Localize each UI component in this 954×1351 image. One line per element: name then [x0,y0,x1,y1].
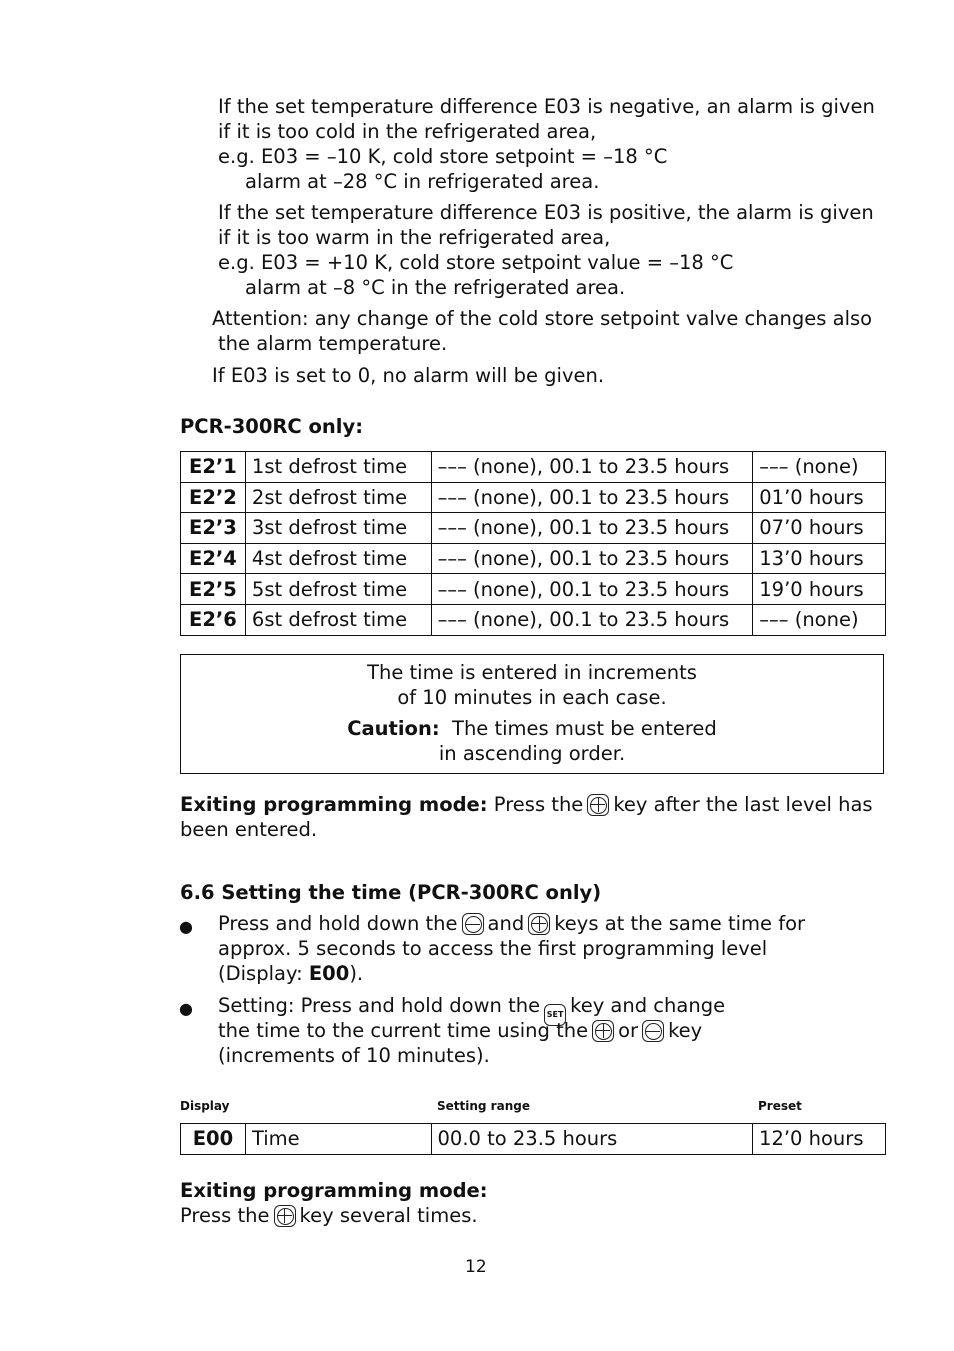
defrost-preset: ––– (none) [753,452,886,483]
time-name: Time [245,1124,431,1155]
attention-line2: the alarm temperature. [218,332,448,355]
alarm-para2-line4: alarm at –8 °C in the refrigerated area. [245,276,626,299]
table-row [181,482,886,513]
bullet1-line2: approx. 5 seconds to access the first programming level [218,937,768,960]
bullet1-post: keys at the same time for [554,912,806,935]
defrost-table [180,451,886,636]
exit1-line2: been entered. [180,818,318,841]
defrost-code: E2’5 [181,574,246,605]
defrost-preset: 19’0 hours [753,574,886,605]
bullet2-pre: Setting: Press and hold down the [218,994,541,1017]
defrost-code: E2’2 [181,482,246,513]
defrost-range: ––– (none), 00.1 to 23.5 hours [431,543,753,574]
zero-alarm-note: If E03 is set to 0, no alarm will be given. [212,364,605,387]
alarm-para1-line4: alarm at –28 °C in refrigerated area. [245,170,600,193]
table-row [181,543,886,574]
exit1-pre: Press the [493,793,584,816]
exit2-line [180,1203,478,1228]
defrost-preset: ––– (none) [753,604,886,635]
table-row [181,574,886,605]
alarm-para2-line2: if it is too warm in the refrigerated area, [218,226,611,249]
minus-key-icon [462,913,484,935]
bullet1-line1 [218,911,805,936]
section-title: 6.6 Setting the time (PCR-300RC only) [180,881,602,904]
bullet2-line2-post: key [668,1019,703,1042]
defrost-code: E2’6 [181,604,246,635]
attention-line1: Attention: any change of the cold store setpoint valve changes also [212,307,873,330]
bullet2-line2 [218,1018,702,1043]
col-header-preset: Preset [758,1099,802,1113]
col-header-display: Display [180,1099,230,1113]
col-header-range: Setting range [437,1099,530,1113]
bullet1-line3-pre: (Display: [218,962,309,985]
defrost-range: ––– (none), 00.1 to 23.5 hours [431,574,753,605]
note-line2: of 10 minutes in each case. [397,686,667,709]
defrost-code: E2’1 [181,452,246,483]
defrost-name: 5st defrost time [245,574,431,605]
bullet2-line2-pre: the time to the current time using the [218,1019,589,1042]
alarm-para1-line2: if it is too cold in the refrigerated area, [218,120,597,143]
defrost-preset: 01’0 hours [753,482,886,513]
bullet-icon: ● [179,999,193,1018]
defrost-range: ––– (none), 00.1 to 23.5 hours [431,513,753,544]
exit2-label: Exiting programming mode: [180,1179,488,1202]
bullet2-line2-mid: or [618,1019,639,1042]
bullet1-mid: and [487,912,525,935]
table-row [181,513,886,544]
time-table [180,1123,886,1155]
set-key-icon: SET [544,1004,566,1026]
bullet-icon: ● [179,917,193,936]
page-number: 12 [465,1257,487,1277]
note-line4: in ascending order. [438,742,626,765]
defrost-name: 1st defrost time [245,452,431,483]
defrost-code: E2’4 [181,543,246,574]
defrost-name: 2st defrost time [245,482,431,513]
display-code: E00 [308,962,350,985]
defrost-name: 4st defrost time [245,543,431,574]
table-row [181,604,886,635]
caution-label: Caution: [347,717,440,740]
pcr-heading: PCR-300RC only: [180,415,364,438]
alarm-para2-line3: e.g. E03 = +10 K, cold store setpoint value = –18 °C [218,251,734,274]
note-caution-line [180,716,884,741]
defrost-name: 6st defrost time [245,604,431,635]
table-row [181,452,886,483]
time-code: E00 [181,1124,246,1155]
table-row [181,1124,886,1155]
bullet2-post: key and change [570,994,726,1017]
defrost-range: ––– (none), 00.1 to 23.5 hours [431,452,753,483]
time-range: 00.0 to 23.5 hours [431,1124,753,1155]
bullet1-pre: Press and hold down the [218,912,458,935]
bullet1-line3 [218,961,363,986]
alarm-para1-line1: If the set temperature difference E03 is negative, an alarm is given [218,95,875,118]
plus-key-icon [587,794,609,816]
plus-key-icon [274,1205,296,1227]
defrost-preset: 07’0 hours [753,513,886,544]
defrost-name: 3st defrost time [245,513,431,544]
defrost-range: ––– (none), 00.1 to 23.5 hours [431,482,753,513]
alarm-para1-line3: e.g. E03 = –10 K, cold store setpoint = –18 °C [218,145,668,168]
exit1-label: Exiting programming mode: [180,793,488,816]
caution-text: The times must be entered [452,717,717,740]
exit1-post: key after the last level has [613,793,873,816]
plus-key-icon [528,913,550,935]
defrost-code: E2’3 [181,513,246,544]
bullet1-line3-post: ). [349,962,364,985]
note-line1: The time is entered in increments [367,661,697,684]
exit2-post: key several times. [299,1204,478,1227]
time-preset: 12’0 hours [753,1124,886,1155]
minus-key-icon [642,1020,664,1042]
exit1-line1 [180,792,873,817]
exit2-pre: Press the [180,1204,270,1227]
plus-key-icon [592,1020,614,1042]
bullet2-line3: (increments of 10 minutes). [218,1044,490,1067]
defrost-range: ––– (none), 00.1 to 23.5 hours [431,604,753,635]
defrost-preset: 13’0 hours [753,543,886,574]
alarm-para2-line1: If the set temperature difference E03 is positive, the alarm is given [218,201,874,224]
